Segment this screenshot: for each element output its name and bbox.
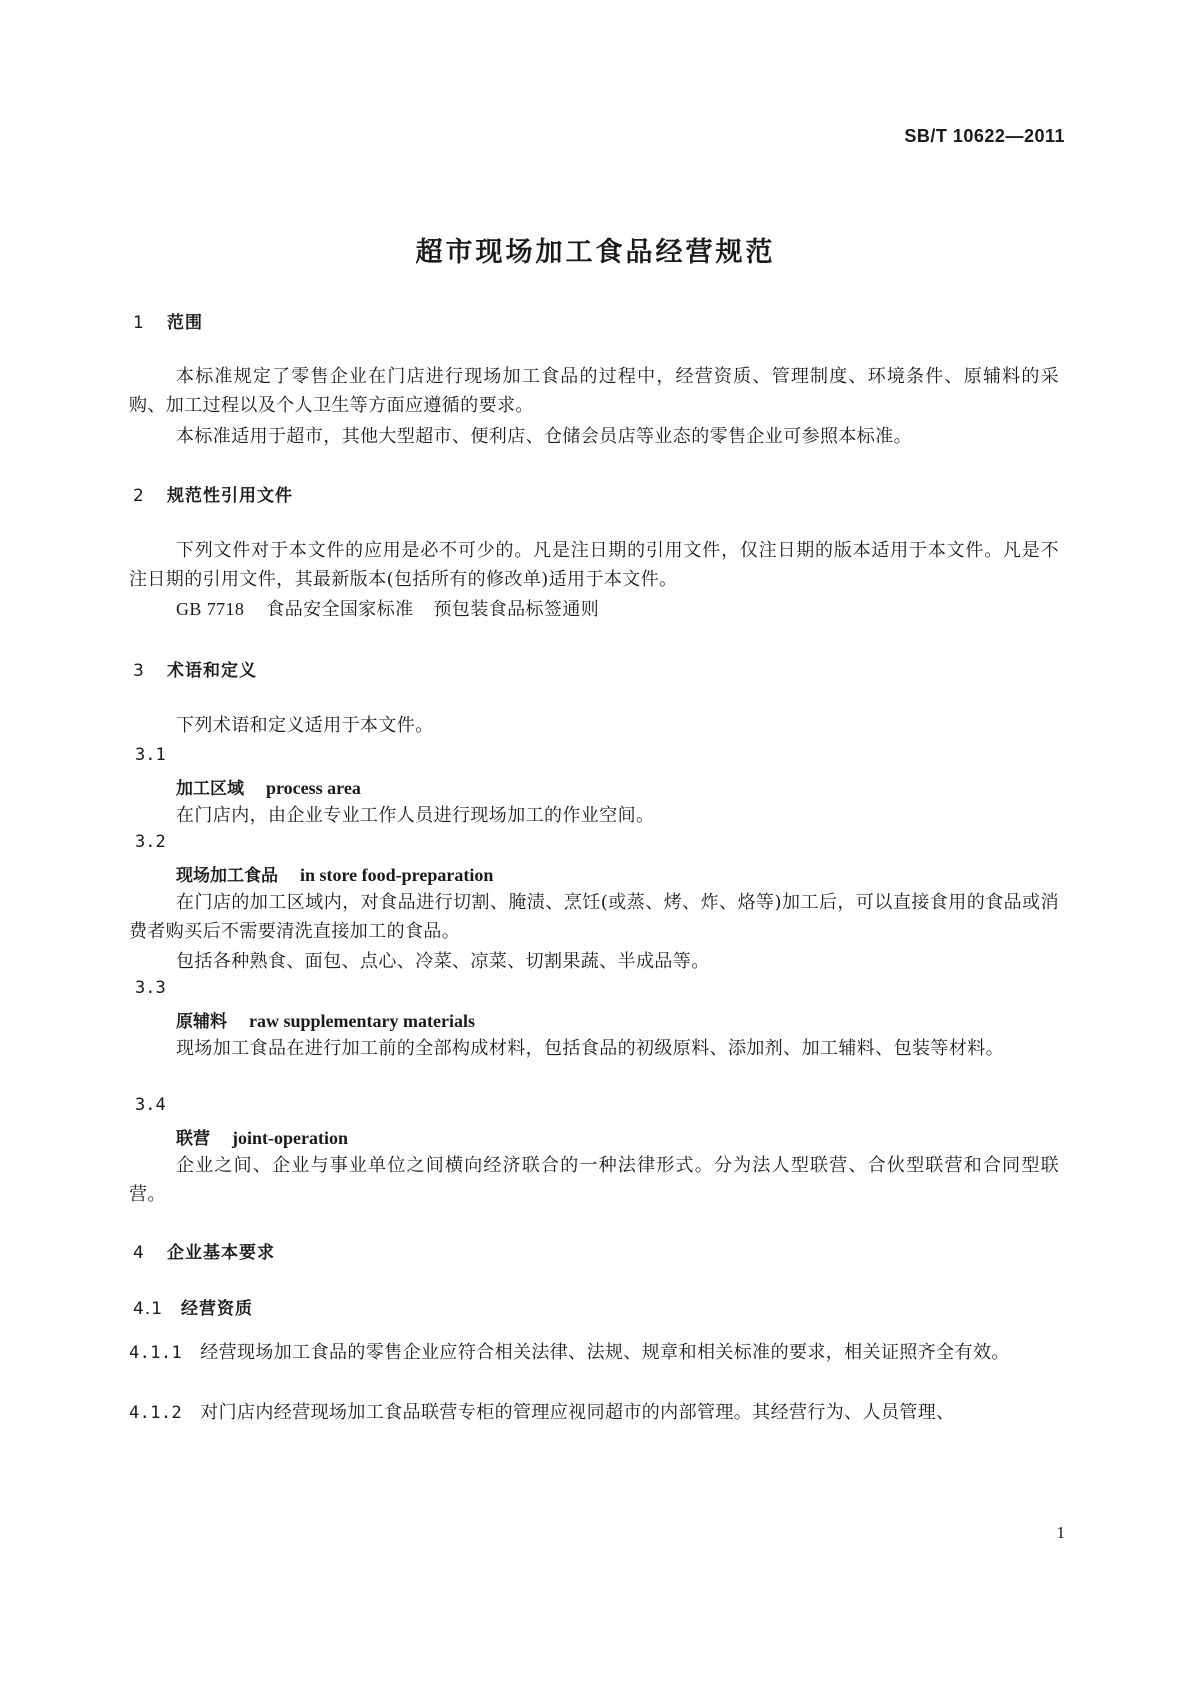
clause-4-1-2 (129, 1398, 1059, 1428)
section-number: 3 (133, 661, 145, 681)
term-number: 3.3 (135, 978, 166, 998)
clause-number: 4.1.1 (129, 1343, 183, 1363)
subsection-title: 经营资质 (181, 1299, 253, 1319)
section-title: 术语和定义 (167, 661, 257, 681)
term-definition: 在门店内，由企业专业工作人员进行现场加工的作业空间。 (176, 805, 655, 826)
term-heading (176, 774, 361, 799)
section-title: 企业基本要求 (167, 1243, 275, 1263)
section-2-heading (133, 481, 293, 506)
term-number: 3.2 (135, 832, 166, 852)
section-3-heading (133, 656, 257, 681)
term-definition: 现场加工食品在进行加工前的全部构成材料，包括食品的初级原料、添加剂、加工辅料、包装等材料。 (176, 1038, 1004, 1059)
section-1-heading (133, 308, 203, 333)
reference-code: GB 7718 (176, 599, 245, 619)
term-definition: 在门店的加工区域内，对食品进行切割、腌渍、烹饪(或蒸、烤、炸、烙等)加工后，可以直接食用的食品或消费者购买后不需要清洗直接加工的食品。 (129, 892, 1059, 942)
paragraph: 下列术语和定义适用于本文件。 (176, 715, 434, 736)
term-heading (176, 1007, 475, 1032)
term-english: in store food-preparation (300, 865, 494, 885)
clause-number: 4.1.2 (129, 1403, 183, 1423)
section-number: 1 (133, 313, 145, 333)
term-heading (176, 1124, 348, 1149)
page-number: 1 (1056, 1523, 1065, 1542)
clause-text: 对门店内经营现场加工食品联营专柜的管理应视同超市的内部管理。其经营行为、人员管理、 (200, 1402, 955, 1423)
term-chinese: 加工区域 (176, 779, 244, 799)
section-number: 4 (133, 1243, 145, 1263)
subsection-number: 4.1 (133, 1299, 164, 1319)
term-english: raw supplementary materials (249, 1011, 475, 1031)
term-definition: 企业之间、企业与事业单位之间横向经济联合的一种法律形式。分为法人型联营、合伙型联营和合同型联营。 (129, 1155, 1059, 1205)
normative-reference (129, 595, 1059, 624)
clause-4-1-1 (129, 1338, 1059, 1368)
term-chinese: 现场加工食品 (176, 866, 278, 886)
section-4-heading (133, 1238, 275, 1263)
paragraph: 本标准适用于超市，其他大型超市、便利店、仓储会员店等业态的零售企业可参照本标准。 (176, 426, 912, 447)
term-heading (176, 861, 493, 886)
section-title: 范围 (167, 313, 203, 333)
paragraph: 本标准规定了零售企业在门店进行现场加工食品的过程中，经营资质、管理制度、环境条件、原辅料的采购、加工过程以及个人卫生等方面应遵循的要求。 (129, 366, 1059, 416)
term-english: process area (266, 778, 361, 798)
subsection-4-1-heading (133, 1294, 253, 1319)
term-number: 3.4 (135, 1095, 166, 1115)
standard-code: SB/T 10622—2011 (904, 126, 1065, 146)
section-number: 2 (133, 486, 145, 506)
section-title: 规范性引用文件 (167, 486, 293, 506)
reference-title-part: 预包装食品标签通则 (433, 599, 600, 620)
clause-text: 经营现场加工食品的零售企业应符合相关法律、法规、规章和相关标准的要求，相关证照齐全有效。 (200, 1342, 1010, 1363)
paragraph: 下列文件对于本文件的应用是必不可少的。凡是注日期的引用文件，仅注日期的版本适用于本文件。凡是不注日期的引用文件，其最新版本(包括所有的修改单)适用于本文件。 (129, 540, 1059, 590)
term-chinese: 原辅料 (176, 1012, 227, 1032)
reference-title-part: 食品安全国家标准 (266, 599, 414, 620)
term-note: 包括各种熟食、面包、点心、冷菜、凉菜、切割果蔬、半成品等。 (176, 951, 710, 972)
term-chinese: 联营 (176, 1129, 210, 1149)
term-number: 3.1 (135, 745, 166, 765)
term-english: joint-operation (232, 1128, 348, 1148)
document-title: 超市现场加工食品经营规范 (415, 237, 776, 268)
